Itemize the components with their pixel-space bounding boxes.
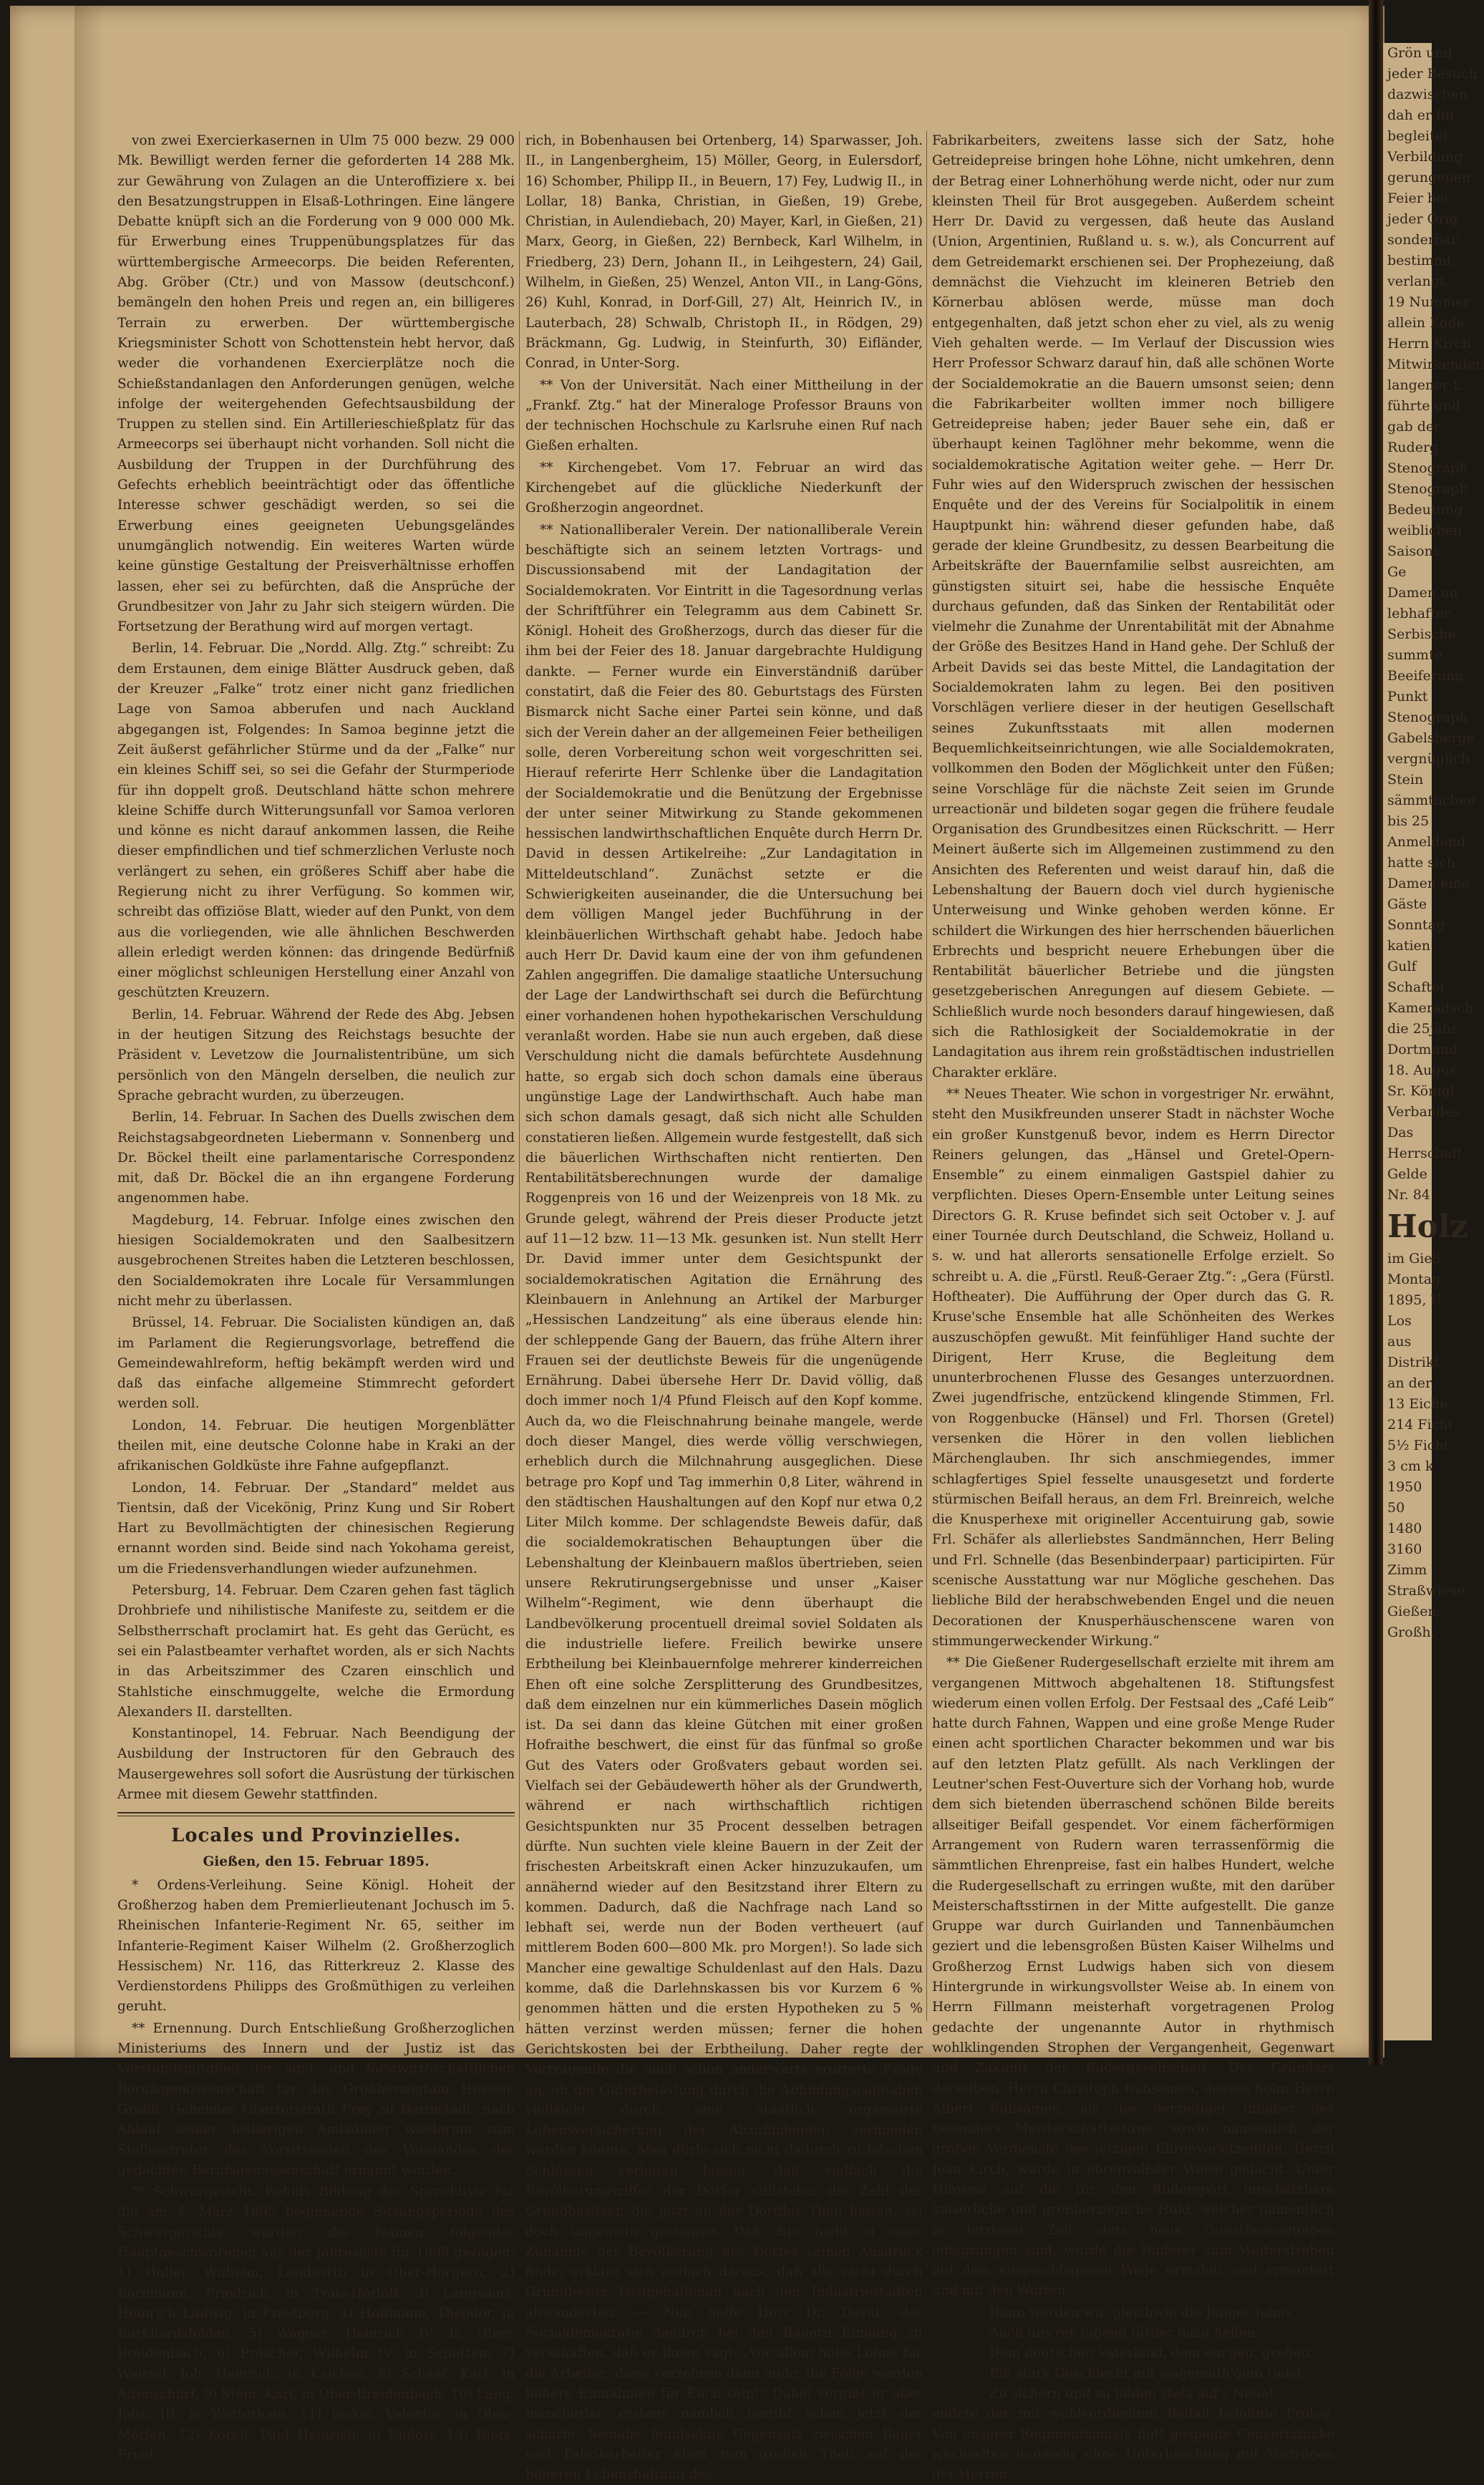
adjacent-page-fragment: Gelde [1387, 1166, 1427, 1182]
article-paragraph: ** Schwurgericht. Behufs Bildung der Spruchliste für die am 4. März 1895 beginnende Sitzungsperiode des Schwurgerichts wurden die Namen folgender Hauptgeschworenen aus der Jahresliste für 1895 gezogen: 1) Holler, Wilhelm, Landwirth in Ober-Hörgern, 2) Bornmann, Friedrich, in Trais-Horloff, 3) Langsdorf, Heinrich Ludwig, in Friedberg, 4) Hoffmann, Theodor, in Burkhardsfelden, 5) Wagner, Heinrich IV. in Ober-Breidenbach, 6) Pröscher, Wilhelm IV. in Schotten, 7) Weitzel, Joh. Heinrich, in Kaichen, 8) Schaaf, Karl, in Altenschlirf, 9) Stein, Karl, in Ober-Breidenbach, 10) Lang, Johs. III. in Wetterhain, 11) Jeckel, Valentin, in Ober-Mörlen, 12) Korell, Paul Heinrich, in Eudorf, 13) Rietz, Fried- [117, 2184, 515, 2463]
adjacent-page-fragment: bis 25 [1387, 813, 1430, 829]
dateline: Gießen, den 15. Februar 1895. [203, 1854, 430, 1870]
adjacent-page-fragment: Punkt [1387, 689, 1428, 704]
article-paragraph: Zu sichern und zu bilden stets auf's Neue! [989, 2385, 1274, 2401]
article-paragraph: von zwei Exercierkasernen in Ulm 75 000 bezw. 29 000 Mk. Bewilligt werden ferner die geforderten 14 288 Mk. zur Gewährung von Zulagen an die Unteroffiziere x. bei den Besatzungstruppen in Elsaß-Lothringen. Eine längere Debatte knüpft sich an die Forderung von 9 000 000 Mk. für Erwerbung eines Truppenübungsplatzes für das württembergische Armeecorps. Die beiden Referenten, Abg. Gröber (Ctr.) und von Massow (deutschconf.) bemängeln den hohen Preis und regen an, ein billigeres Terrain zu erwerben. Der württembergische Kriegsminister Schott von Schottenstein hebt hervor, daß weder die vorhandenen Exercierplätze noch die Schießstandanlagen den Anforderungen genügen, welche infolge der weitergehenden Gefechtsausbildung der Truppen zu stellen sind. Ein Artillerieschießplatz für das Armeecorps sei überhaupt nicht vorhanden. Soll nicht die Ausbildung der Truppen in der Durchführung des Gefechts erheblich beeinträchtigt oder das öffentliche Interesse schwer geschädigt werden, so sei die Erwerbung eines geeigneten Uebungsgeländes unumgänglich notwendig. Ein weiteres Warten würde keine günstige Gestaltung der Preisverhältnisse erhoffen lassen, eher sei zu befürchten, daß die Ansprüche der Grundbesitzer von Jahr zu Jahr sich steigern würden. Die Fortsetzung der Berathung wird auf morgen vertagt. [117, 133, 515, 635]
adjacent-page-fragment: im Gieß [1387, 1251, 1442, 1266]
section-heading: Locales und Provinzielles. [170, 1825, 462, 1847]
adjacent-page-fragment: 5½ Ficht [1387, 1438, 1450, 1453]
adjacent-page-fragment: Verbildung [1387, 149, 1463, 165]
adjacent-page-fragment: 50 [1387, 1500, 1405, 1516]
adjacent-page-fragment: 1950 [1387, 1479, 1422, 1495]
adjacent-page-fragment: Straßwiese [1387, 1583, 1465, 1599]
adjacent-page-fragment: 214 Ficht [1387, 1417, 1454, 1433]
adjacent-page-fragment: 13 Eiche [1387, 1396, 1448, 1412]
column-rule-2 [926, 131, 927, 2021]
adjacent-page-fragment: Gießen, [1387, 1604, 1441, 1619]
adjacent-page-fragment: 1480 [1387, 1521, 1422, 1536]
article-paragraph: London, 14. Februar. Die heutigen Morgenblätter theilen mit, eine deutsche Colonne habe in Kraki an der afrikanischen Goldküste ihre Fahne aufgepflanzt. [117, 1418, 515, 1474]
adjacent-page-fragment: Herrschaft [1387, 1145, 1463, 1161]
adjacent-page-fragment: Damen un [1387, 585, 1458, 601]
adjacent-page-fragment: Stenograph [1387, 460, 1468, 476]
adjacent-page-fragment: Gabelsberge [1387, 730, 1475, 746]
adjacent-page-fragment: Sonntag [1387, 917, 1445, 933]
adjacent-page-fragment: verlangt [1387, 273, 1445, 289]
adjacent-page-fragment: 3 cm k [1387, 1458, 1434, 1474]
article-paragraph: Fabrikarbeiters, zweitens lasse sich der Satz, hohe Getreidepreise bringen hohe Löhne, nicht umkehren, denn der Betrag einer Lohnerhöhung werde nicht, oder nur zum kleinsten Theil für Brot ausgegeben. Außerdem scheint Herr Dr. David zu vergessen, daß heute das Ausland (Union, Argentinien, Rußland u. s. w.), als Concurrent auf dem Getreidemarkt erschienen sei. Der Prophezeiung, daß demnächst die Viehzucht im kleineren Betrieb den Körnerbau ablösen werde, müsse man doch entgegenhalten, daß jetzt schon eher zu viel, als zu wenig Vieh gehalten werde. — Im Verlauf der Discussion wies Herr Professor Schwarz darauf hin, daß alle schönen Worte der Socialdemokratie an die Bauern umsonst seien; denn die Fabrikarbeiter wollten immer noch billigere Getreidepreise haben; jeder Bauer sehe ein, daß er überhaupt keinen Taglöhner mehr bekomme, wenn die socialdemokratische Agitation weiter gehe. — Herr Dr. Fuhr wies auf den Widerspruch zwischen der hessischen Enquête und der des Vereins für Socialpolitik in einem Hauptpunkt hin: während dieser gefunden habe, daß gerade der kleine Grundbesitz, zu dessen Bearbeitung die Arbeitskräfte der Bauernfamilie selbst ausreichten, am günstigsten situirt sei, habe die hessische Enquête durchaus gefunden, daß das Sinken der Rentabilität oder vielmehr die Zunahme der Unrentabilität mit der Abnahme der Größe des Besitzes Hand in Hand gehe. Der Schluß der Arbeit Davids sei das beste Mittel, die Landagitation der Socialdemokraten lahm zu legen. Bei den positiven Vorschlägen verliere dieser in der heutigen Gesellschaft seines Zukunftsstaats mit allen modernen Bequemlichkeitseinrichtungen, wie alle Socialdemokraten, vollkommen den Boden der Möglichkeit unter den Füßen; seine Vorschläge für die nächste Zeit seien im Grunde urreactionär und bildeten sogar gegen die frühere feudale Organisation des Grundbesitzes einen Rückschritt. — Herr Meinert äußerte sich im Allgemeinen zustimmend zu den Ansichten des Referenten und weist darauf hin, daß die Lebenshaltung der Bauern doch viel durch hygienische Unterweisung und Winke gehoben werden könne. Er schildert die Wirkungen des hier herrschenden bäuerlichen Erbrechts und bespricht neuere Erhebungen über die Rentabilität bäuerlicher Betriebe und die jüngsten gesetzgeberischen Anregungen auf diesem Gebiete. — Schließlich wurde noch besonders darauf hingewiesen, daß sich die Rathlosigkeit der Socialdemokratie in der Landagitation aus ihrem rein großstädtischen industriellen Charakter erkläre. [932, 133, 1334, 1080]
article-paragraph: ** Neues Theater. Wie schon in vorgestriger Nr. erwähnt, steht den Musikfreunden unserer Stadt in nächster Woche ein großer Kunstgenuß bevor, indem es Herrn Director Reiners gelungen, das „Hänsel und Gretel-Opern-Ensemble“ zu einem einmaligen Gastspiel dahier zu verpflichten. Dieses Opern-Ensemble unter Leitung seines Directors G. R. Kruse befindet sich seit October v. J. auf einer Tournée durch Deutschland, die Schweiz, Holland u. s. w. und hat allerorts sensationelle Erfolge erzielt. So schreibt u. A. die „Fürstl. Reuß-Geraer Ztg.“: „Gera (Fürstl. Hoftheater). Die Aufführung der Oper durch das G. R. Kruse'sche Ensemble hat alle Schönheiten des Werkes auszuschöpfen gewußt. Mit feinfühliger Hand suchte der Dirigent, Herr Kruse, die Begleitung dem ununterbrochenen Flusse des Gesanges unterzuordnen. Zwei jugendfrische, entzückend klingende Stimmen, Frl. von Roggenbucke (Hänsel) und Frl. Thorsen (Gretel) versenken die Hörer in den vollen lieblichen Märchenglauben. Ihr sich anschmiegendes, immer schlagfertiges Spiel fesselte unausgesetzt und forderte stürmischen Beifall heraus, an dem Frl. Breinreich, welche die Knusperhexe mit origineller Accentuirung gab, sowie Frl. Schäfer als allerliebstes Sandmännchen, Herr Beling und Frl. Schnelle (das Besenbinderpaar) participirten. Für scenische Ausstattung war nur Mögliche geschehen. Das liebliche Bild der herabschwebenden Engel und die neuen Decorationen der Knusperhäuschenscene waren von stimmungerweckender Wirkung.“ [932, 1086, 1334, 1649]
article-paragraph: Dann werden wir, gleichwie die Jünger Jahns [989, 2305, 1292, 2320]
section-divider [117, 1812, 515, 1816]
adjacent-page-fragment: Schafter [1387, 979, 1447, 995]
adjacent-page-fragment: vergnüglich [1387, 751, 1470, 767]
text-columns [117, 131, 1367, 2483]
adjacent-page-fragment: 1895, U [1387, 1292, 1442, 1308]
adjacent-page-fragment: dah er fin [1387, 107, 1455, 123]
adjacent-page-fragment: allein Kode [1387, 315, 1465, 331]
adjacent-page-fragment: Gulf [1387, 959, 1417, 974]
article-paragraph: ** Von der Universität. Nach einer Mittheilung in der „Frankf. Ztg.“ hat der Mineraloge Professor Brauns von der technischen Hochschule zu Karlsruhe einen Ruf nach Gießen erhalten. [525, 377, 923, 454]
adjacent-page-fragment: weiblichen [1387, 523, 1463, 538]
newspaper-page [10, 6, 1384, 2483]
article-paragraph: endete der mit wohlverdientem Beifall belohnte Prolog. Von unserer Regimentsmusik flott gespielte Concertstücke wechselten nunmehr ohne Unterbrechung mit Vorträgen der Herren [932, 2406, 1334, 2483]
adjacent-page-fragment: aus [1387, 1334, 1412, 1350]
adjacent-page-fragment: Feier bei [1387, 190, 1449, 206]
article-paragraph: Auch uns'rer Jugend fürder dazu helfen [989, 2325, 1256, 2341]
adjacent-page-fragment: hatte sich [1387, 855, 1455, 871]
adjacent-page-fragment: Anmeldend [1387, 834, 1466, 850]
column-rule-1 [519, 131, 520, 2021]
adjacent-page-fragment: Beeiferung [1387, 668, 1464, 684]
article-paragraph: ** Kirchengebet. Vom 17. Februar an wird das Kirchengebet auf die glückliche Niederkunft der Großherzogin angeordnet. [525, 460, 923, 516]
adjacent-page-fragment: sämmtlichen [1387, 793, 1476, 808]
adjacent-page-fragment: Damen eine [1387, 876, 1470, 891]
article-paragraph: Berlin, 14. Februar. Während der Rede des Abg. Jebsen in der heutigen Sitzung des Reichstags besuchte der Präsident v. Levetzow die Journalistentribüne, um sich persönlich von den Mängeln derselben, die neulich zur Sprache gebracht wurden, zu überzeugen. [117, 1007, 515, 1103]
book-gutter [1369, 0, 1383, 2065]
adjacent-page-fragment: Serbische [1387, 626, 1456, 642]
article-paragraph: Magdeburg, 14. Februar. Infolge eines zwischen den hiesigen Socialdemokraten und den Saalbesitzern ausgebrochenen Streites haben die Letzteren beschlossen, den Socialdemokraten ihre Locale für Versammlungen nicht mehr zu überlassen. [117, 1212, 515, 1309]
adjacent-page-fragment: begleitet [1387, 128, 1449, 144]
article-paragraph: Dem deutschen Vaterland, dem ein'gen, großen, [989, 2345, 1314, 2361]
article-paragraph: ** Ernennung. Durch Entschließung Großherzoglichen Ministeriums des Innern und der Justiz ist das Vorstandsmitglied der land- und forstwirthschaftlichen Berufsgenossenschaft für das Großherzogtum Hessen, Großh. Geheimer Oberforstrath Frey zu Darmstadt, nach Ablauf seiner bisherigen Amtsdauer wiederum zum Stellvertreter des Vorsitzenden des Vorstandes der gedachten Berufsgenossenschaft ernannt worden. [117, 2020, 515, 2178]
article-paragraph: London, 14. Februar. Der „Standard“ meldet aus Tientsin, daß der Vicekönig, Prinz Kung und Sir Robert Hart zu Bevollmächtigten der chinesischen Regierung ernannt worden sind. Beide sind nach Yokohama gereist, um die Friedensverhandlungen wieder aufzunehmen. [117, 1480, 515, 1576]
adjacent-page-fragment: Dortmund [1387, 1042, 1458, 1057]
adjacent-page-fragment: die 25jähr [1387, 1021, 1458, 1037]
column-1 [117, 131, 515, 2463]
article-paragraph: ** Die Gießener Rudergesellschaft erzielte mit ihrem am vergangenen Mittwoch abgehaltenen 18. Stiftungsfest wiederum einen vollen Erfolg. Der Festsaal des „Café Leib“ hatte durch Fahnen, Wappen und eine große Menge Ruder einen acht sportlichen Character bekommen und war bis auf den letzten Platz gefüllt. Als nach Verklingen der Leutner'schen Fest-Ouverture sich der Vorhang hob, wurde dem sich bietenden überraschend schönen Bilde bereits allseitiger Beifall gespendet. Vor einem fächerförmigen Arrangement von Rudern waren terrassenförmig die sämmtlichen Ehrenpreise, fast ein halbes Hundert, welche die Rudergesellschaft zu erringen wußte, mit den darüber Meisterschaftsstirnen in der Mitte aufgestellt. Die ganze Gruppe war durch Guirlanden und Tannenbäumchen geziert und die lebensgroßen Büsten Kaiser Wilhelms und Großherzog Ernst Ludwigs haben sich von diesem Hintergrunde in wirkungsvollster Weise ab. In einem von Herrn Fillmann meisterhaft vorgetragenen Prolog gedachte der ungenannte Autor in rhythmisch wohlklingenden Strophen der Vergangenheit, Gegenwart und Zukunft der Rudergesellschaft. Des Gründers derselben, Herrn Christoph Rühsamen, dessen Sohn Herrn Albert Rühsamen, als des derzeitiger Inhaber des besonders Meisterschaftsstirns, sowie namentlich der großen Verdienste des jetzigen Ehrenvorsitzenden, Herrn Jean Kirch, wurde in ehrenvollster Weise gedacht. Unter Hinweis auf die für den Rudersport unschätzbare kaiserliche und großherzogliche Huld, welcher namentlich in letzterer Zeit stets neue Gunstbezeugungen entsprungen sind, wurde die Ruderer zum Weiterstreben auf dem eingeschlagenen Wege ermahnt und ermuntert und mit den Worten: [932, 1655, 1334, 2299]
adjacent-page-fragment: Saisons [1387, 543, 1440, 559]
article-paragraph: Ein stark Geschlecht mit wagemuth'gem Geist [989, 2365, 1302, 2381]
adjacent-page-fragment: gerungenen [1387, 170, 1471, 185]
article-paragraph: Brüssel, 14. Februar. Die Socialisten kündigen an, daß im Parlament die Regierungsvorlage, betreffend die Gemeindewahlreform, heftig bekämpft werden wird und daß das einfache allgemeine Stimmrecht gefordert werden soll. [117, 1315, 515, 1412]
adjacent-page-fragment: Verbandes [1387, 1104, 1460, 1120]
adjacent-page-fragment: lebhafter [1387, 606, 1451, 621]
adjacent-page-fragment: summte [1387, 647, 1442, 663]
article-paragraph: Petersburg, 14. Februar. Dem Czaren gehen fast täglich Drohbriefe und nihilistische Manifeste zu, seitdem er die Selbstherrschaft proclamirt hat. Es geht das Gerücht, es sei ein Palastbeamter verhaftet worden, als er sich Nachts in das Arbeitszimmer des Czaren einschlich und Stahlstiche einschmuggelte, welche die Ermordung Alexanders II. darstellten. [117, 1583, 515, 1720]
adjacent-page-fragment: Stein [1387, 772, 1424, 788]
article-paragraph: rich, in Bobenhausen bei Ortenberg, 14) Sparwasser, Joh. II., in Langenbergheim, 15) Möller, Georg, in Eulersdorf, 16) Schomber, Philipp II., in Beuern, 17) Fey, Ludwig II., in Lollar, 18) Banka, Christian, in Gießen, 19) Grebe, Christian, in Aulendiebach, 20) Mayer, Karl, in Gießen, 21) Marx, Georg, in Gießen, 22) Bernbeck, Karl Wilhelm, in Friedberg, 23) Dern, Johann II., in Leihgestern, 24) Gail, Wilhelm, in Gießen, 25) Wenzel, Anton VII., in Lang-Göns, 26) Kuhl, Konrad, in Dorf-Gill, 27) Alt, Heinrich IV., in Lauterbach, 28) Schwalb, Christoph II., in Rödgen, 29) Bräckmann, Gg. Ludwig, in Steinfurth, 30) Eifländer, Conrad, in Unter-Sorg. [525, 133, 923, 372]
adjacent-page-fragment: jeder Orig [1387, 211, 1458, 227]
article-paragraph: Berlin, 14. Februar. In Sachen des Duells zwischen dem Reichstagsabgeordneten Liebermann v. Sonnenberg und Dr. Böckel theilt eine parlamentarische Correspondenz mit, daß Dr. Böckel die an ihn ergangene Forderung angenommen habe. [117, 1110, 515, 1206]
adjacent-page-fragment: Nr. 84 [1387, 1187, 1430, 1203]
adjacent-page-fragment: Stenograph [1387, 709, 1468, 725]
article-paragraph: * Ordens-Verleihung. Seine Königl. Hoheit der Großherzog haben dem Premierlieutenant Jochusch im 5. Rheinischen Infanterie-Regiment Nr. 65, seither im Infanterie-Regiment Kaiser Wilhelm (2. Großherzoglich Hessischem) Nr. 116, das Ritterkreuz 2. Klasse des Verdienstordens Philipps des Großmüthigen zu verleihen geruht. [117, 1877, 515, 2015]
adjacent-page-fragment: Zimm [1387, 1562, 1427, 1578]
adjacent-page-fragment: Sr. Königl [1387, 1083, 1455, 1099]
adjacent-page-fragment: 19 Nummer [1387, 294, 1470, 310]
adjacent-page-fragment: Bedeutung [1387, 502, 1463, 518]
adjacent-page-edge [1383, 43, 1484, 2040]
adjacent-page-fragment: Großh. [1387, 1624, 1435, 1640]
adjacent-page-fragment: katien [1387, 938, 1431, 954]
adjacent-page-fragment: führte und [1387, 398, 1461, 414]
article-paragraph: Konstantinopel, 14. Februar. Nach Beendigung der Ausbildung der Instructoren für den Gebrauch des Mausergewehres soll sofort die Ausrüstung der türkischen Armee mit diesem Gewehr stattfinden. [117, 1726, 515, 1803]
adjacent-page-fragment: Los [1387, 1313, 1412, 1329]
adjacent-page-fragment: Kameradsch [1387, 1000, 1473, 1016]
adjacent-page-fragment: Grön und [1387, 45, 1453, 61]
adjacent-page-fragment: Ge [1387, 564, 1407, 580]
adjacent-page-fragment: Mitwirkenden [1387, 357, 1484, 372]
adjacent-page-fragment: an der [1387, 1375, 1432, 1391]
adjacent-page-fragment: dazwischen [1387, 87, 1468, 102]
adjacent-page-fragment: Montag [1387, 1271, 1441, 1287]
adjacent-page-headline: Holz [1387, 1208, 1468, 1245]
adjacent-page-fragment: Ruderg [1387, 440, 1439, 455]
adjacent-page-fragment: sonderbar [1387, 232, 1458, 248]
adjacent-page-fragment: 3160 [1387, 1541, 1422, 1557]
adjacent-page-fragment: Gäste [1387, 896, 1427, 912]
article-paragraph: ** Nationalliberaler Verein. Der nationalliberale Verein beschäftigte sich an seinem letzten Vortrags- und Discussionsabend mit der Landagitation der Socialdemokraten. Vor Eintritt in die Tagesordnung verlas der Schriftführer ein Telegramm aus dem Cabinett Sr. Königl. Hoheit des Großherzogs, durch das dieser für die ihm bei der Feier des 18. Januar dargebrachte Huldigung dankte. — Ferner wurde ein Einverständniß darüber constatirt, daß die Feier des 80. Geburtstags des Fürsten Bismarck nicht Sache einer Partei sein könne, und daß sich der Verein daher an der allgemeinen Feier betheiligen solle, deren Vorbereitung schon weit vorgeschritten sei. Hierauf referirte Herr Schlenke über die Landagitation der Socialdemokratie und die Benützung der Ergebnisse der unter seiner Mitwirkung zu Stande gekommenen hessischen landwirthschaftlichen Enquête durch Herrn Dr. David in dessen Artikelreihe: „Zur Landagitation in Mitteldeutschland“. Zunächst setzte er die Schwierigkeiten auseinander, die die Untersuchung bei dem völligen Mangel jeder Buchführung in der kleinbäuerlichen Wirthschaft gehabt habe. Jedoch habe auch Herr Dr. David kaum eine der von ihm gefundenen Zahlen angegriffen. Die damalige staatliche Untersuchung der Lage der Landwirthschaft sei durch die Befürchtung einer vorhandenen hohen hypothekarischen Verschuldung veranlaßt worden. Habe sie nun auch ergeben, daß diese Verschuldung nicht die damals befürchtete Ausdehnung hatte, so ergab sich doch schon damals eine überaus ungünstige Lage der Landwirthschaft. Auch habe man sich schon damals gesagt, daß sich nicht alle Schulden constatieren ließen. Allgemein wurde festgestellt, daß sich die bäuerlichen Wirthschaften nicht rentierten. Den Rentabilitätsberechnungen wurde der damalige Roggenpreis von 16 und der Weizenpreis von 18 Mk. zu Grunde gelegt, während der Preis dieser Producte jetzt auf 11—12 bzw. 11—13 Mk. gesunken ist. Nun stellt Herr Dr. David immer unter dem Gesichtspunkt der socialdemokratischen Agitation die Ernährung des Kleinbauern in Anlehnung an Artikel der Marburger „Hessischen Landzeitung“ als eine überaus elende hin: der schleppende Gang der Bauern, das frühe Altern ihrer Frauen sei der deutlichste Beweis für die ungenügende Ernährung. Dabei übersehe Herr Dr. David völlig, daß doch immer noch 1/4 Pfund Fleisch auf den Kopf komme. Auch da, wo die Fleischnahrung beinahe mangele, werde doch dieser Mangel, dies werde völlig verschwiegen, erheblich durch die Milchnahrung ausgeglichen. Diese betrage pro Kopf und Tag immerhin 0,8 Liter, während in den städtischen Haushaltungen auf den Kopf nur etwa 0,2 Liter Milch komme. Der schlagendste Beweis dafür, daß die socialdemokratischen Behauptungen über die Lebenshaltung der Kleinbauern maßlos übertrieben, seien unsere Rekrutirungsergebnisse und unser „Kaiser Wilhelm“-Regiment, wie denn überhaupt die Landbevölkerung procentuell dreimal soviel Soldaten als die industrielle liefere. Freilich bewirke unsere Erbtheilung bei Kleinbauernfolge mehrerer kinderreichen Ehen oft eine solche Zersplitterung des Grundbesitzes, daß dem einzelnen nur ein kümmerliches Dasein möglich ist. Da sei dann das kleine Gütchen mit einer großen Hofraithe beschwert, die einst für das fünfmal so große Gut des Vaters oder Großvaters gebaut worden sei. Vielfach sei der Gebäudewerth höher als der Grundwerth, während er nach wirthschaftlich richtigen Gesichtspunkten nur 35 Procent desselben betragen dürfte. Nun suchten viele kleine Bauern in der Zeit der frischesten Arbeitskraft einen Acker hinzuzukaufen, um annähernd wieder auf den Besitzstand ihrer Eltern zu kommen. Dadurch, daß die Nachfrage nach Land so lebhaft sei, werde nun der Boden vertheuert (auf mittlerem Boden 600—800 Mk. pro Morgen!). So lade sich Mancher eine gewaltige Schuldenlast auf den Hals. Dazu komme, daß die Darlehnskassen bis vor Kurzem 6 % genommen hätten und die ersten Hypotheken zu 5 % hätten verzinst werden müssen; ferner die hohen Gerichtskosten bei der Erbtheilung. Daher regte der Vortragende die auch schon anderwärts erörterte Frage an, ob die Güterbelastung durch die Abfindungscapitalien vielleicht durch eine staatlich organisirte Lebensversicherung der Abzufindenden vermieden werden könnte. Man dürfe sich nicht dadurch zu falschen Schlüssen verleiten lassen, daß vielfach die Bevölkerungsziffer der Dörfer stillstehe: die Zahl der Grundbesitzer, die jetzt an der Dorfflur Theil hätten, sei doch ungemein gestiegen. Daß dies nicht in einer Zunahme der Bevölkerung des Dorfes seinen Ausdruck finde, erkläre sich einfach daraus, daß alle nicht durch Grundbesitz Festgehaltenen nach den Industriestädten abwanderten. — Nun hoffe Herr Dr. David, der Socialdemokratie dadurch bei den Bauern Eingang zu verschaffen, daß er ihnen sagt: „Vor allem hohe Löhne für die Arbeiter; diese verzehren dann mehr, die Folge werden höhere Einnahmen für Euch sein!“ Dabei vergißt er aber mancherlei, erstens nämlich beruht schon jetzt der scharfe, beinahe feindselige Gegensatz zwischen Bauer und Fabrikarbeiter eben zum großen Theil auf der höheren Lebenshaltung des [525, 522, 923, 2483]
adjacent-page-fragment: langener L [1387, 377, 1463, 393]
adjacent-page-fragment: 18. Augus [1387, 1062, 1457, 1078]
adjacent-page-fragment: Das [1387, 1125, 1414, 1140]
adjacent-page-fragment: bestimmt [1387, 253, 1453, 268]
adjacent-page-fragment: Distrikt [1387, 1355, 1440, 1370]
adjacent-page-fragment: Herrn Kirch [1387, 336, 1471, 352]
adjacent-page-fragment: gab der [1387, 419, 1441, 435]
adjacent-page-fragment: Stenograph [1387, 481, 1468, 497]
column-3 [932, 131, 1334, 2483]
page-fold-shadow [74, 6, 103, 2058]
column-2 [525, 131, 923, 2483]
article-paragraph: Berlin, 14. Februar. Die „Nordd. Allg. Ztg.“ schreibt: Zu dem Erstaunen, dem einige Blätter Ausdruck geben, daß der Kreuzer „Falke“ trotz einer nicht ganz friedlichen Lage von Samoa abberufen und nach Auckland abgegangen ist, Folgendes: In Samoa beginne jetzt die Zeit äußerst gefährlicher Stürme und da der „Falke“ nur ein kleines Schiff sei, so sei die Gefahr der Sturmperiode für ihn doppelt groß. Deutschland hätte schon mehrere kleine Schiffe durch Witterungsunfall vor Samoa verloren und könne es nicht darauf ankommen lassen, die Reihe dieser empfindlichen und tief schmerzlichen Verluste noch verlängert zu sehen, ein größeres Schiff aber habe die Regierung nicht zu ihrer Verfügung. So kommen wir, schreibt das offiziöse Blatt, wieder auf den Punkt, von dem aus die vorliegenden, wie alle ähnlichen Beschwerden allein erledigt werden können: das dringende Bedürfniß einer möglichst schleunigen Herstellung einer Anzahl von geschützten Kreuzern. [117, 641, 515, 1001]
adjacent-page-fragment: jeder Besuch [1387, 66, 1478, 82]
